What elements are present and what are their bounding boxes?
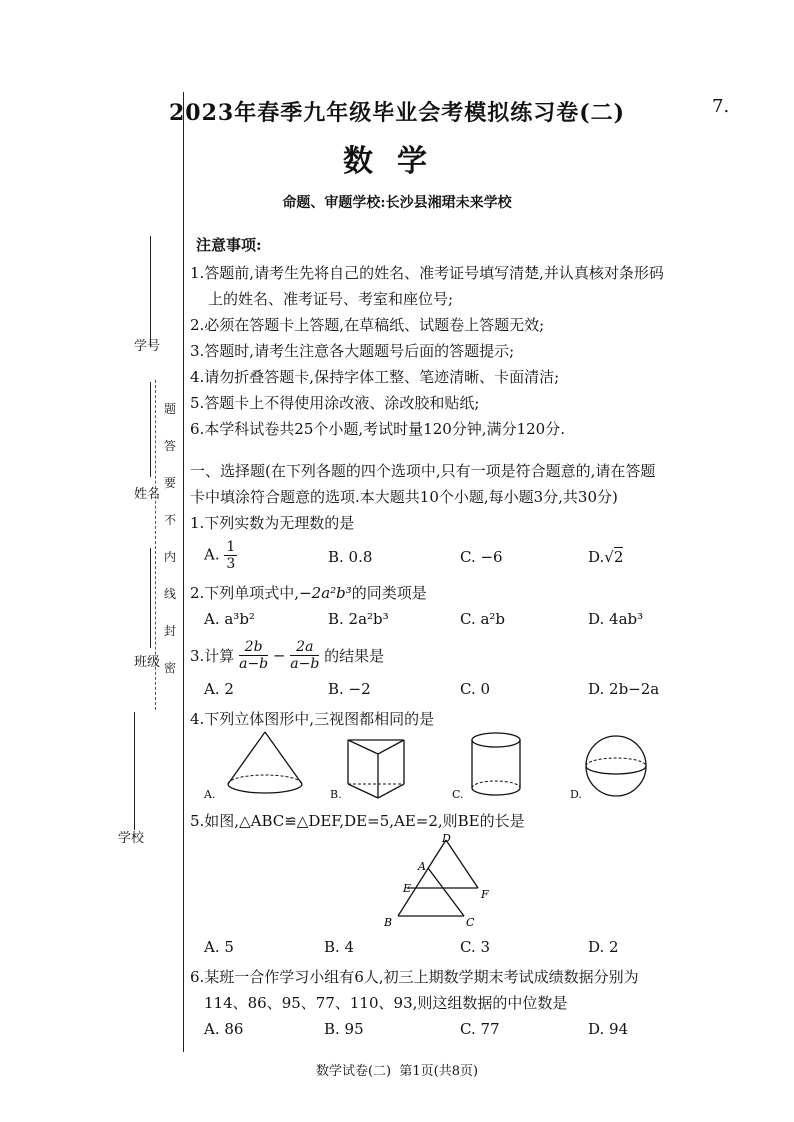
field-line-name: [150, 382, 151, 477]
q3-option-c: C. 0: [460, 680, 491, 698]
seal-char: 题: [163, 402, 176, 416]
question-4-stem: 4.下列立体图形中,三视图都相同的是: [190, 710, 435, 728]
point-label-e: E: [403, 882, 412, 895]
seal-char: 线: [163, 587, 176, 601]
q5-option-a: A. 5: [204, 938, 234, 956]
notice-item: 5.答题卡上不得使用涂改液、涂改胶和贴纸;: [190, 394, 480, 412]
notice-item: 上的姓名、准考证号、考室和座位号;: [208, 290, 454, 308]
label-class: 班级: [134, 655, 161, 670]
seal-notice: [163, 400, 177, 676]
q6-option-c: C. 77: [460, 1020, 500, 1038]
q6-option-a: A. 86: [204, 1020, 244, 1038]
q5-option-d: D. 2: [588, 938, 619, 956]
q4-option-c: C.: [452, 730, 562, 802]
question-6-data: 114、86、95、77、110、93,则这组数据的中位数是: [204, 994, 568, 1012]
question-2-stem: 2.下列单项式中,−2a²b³的同类项是: [190, 584, 427, 602]
point-label-f: F: [481, 888, 489, 901]
question-3-stem: 3.计算 $\frac{2b}{a-b}$ − $\frac{2a}{a-b}$ 的结果是: [190, 639, 385, 672]
question-1-stem: 1.下列实数为无理数的是: [190, 514, 355, 532]
q2-option-a: A. a³b²: [204, 610, 255, 628]
cylinder-figure: [466, 730, 546, 802]
q3-option-b: B. −2: [328, 680, 371, 698]
seal-char: 内: [163, 550, 176, 564]
seal-char: 封: [163, 624, 176, 638]
question-5-stem: 5.如图,△ABC≌△DEF,DE=5,AE=2,则BE的长是: [190, 812, 525, 830]
triangle-figure: [378, 832, 518, 932]
label-name: 姓名: [134, 487, 161, 502]
subject-title: 数学: [343, 144, 451, 179]
prism-figure: [344, 732, 434, 802]
q1-option-a: A. $\frac{1}{3}$: [204, 539, 236, 572]
q5-option-b: B. 4: [324, 938, 355, 956]
q2-option-d: D. 4ab³: [588, 610, 644, 628]
q6-option-d: D. 94: [588, 1020, 629, 1038]
q4-option-b: B.: [330, 730, 440, 802]
field-line-school: [134, 712, 135, 830]
seal-char: 密: [163, 661, 176, 675]
page-footer: 数学试卷(二) 第1页(共8页): [315, 1064, 479, 1079]
q3-option-a: A. 2: [204, 680, 234, 698]
q2-option-b: B. 2a²b³: [328, 610, 389, 628]
notice-item: 1.答题前,请考生先将自己的姓名、准考证号填写清楚,并认真核对条形码: [190, 264, 664, 282]
point-label-b: B: [384, 916, 393, 929]
corner-mark: 7.: [712, 96, 730, 117]
label-school: 学校: [118, 831, 145, 846]
q4-option-a: A.: [204, 730, 314, 802]
cone-figure: [220, 730, 310, 800]
sqrt-sign: √: [604, 548, 614, 566]
notice-heading: 注意事项:: [196, 236, 262, 254]
notice-item: 4.请勿折叠答题卡,保持字体工整、笔迹清晰、卡面清洁;: [190, 368, 560, 386]
seal-char: 要: [163, 476, 176, 490]
q2-option-c: C. a²b: [460, 610, 506, 628]
sphere-figure: [582, 730, 662, 802]
q1-option-d: D.√2: [588, 548, 624, 566]
field-line-student-id: [150, 236, 151, 346]
seal-char: 答: [163, 439, 176, 453]
section-instructions: 卡中填涂符合题意的选项.本大题共10个小题,每小题3分,共30分): [190, 488, 618, 506]
exam-title: 2023年春季九年级毕业会考模拟练习卷(二): [168, 100, 626, 126]
notice-item: 6.本学科试卷共25个小题,考试时量120分钟,满分120分.: [190, 420, 565, 438]
notice-item: 3.答题时,请考生注意各大题题号后面的答题提示;: [190, 342, 515, 360]
section-heading: 一、选择题(在下列各题的四个选项中,只有一项是符合题意的,请在答题: [190, 462, 656, 480]
field-line-class: [150, 548, 151, 648]
point-label-d: D: [442, 832, 451, 845]
q3-option-d: D. 2b−2a: [588, 680, 660, 698]
seal-char: 不: [163, 513, 176, 527]
question-6-stem: 6.某班一合作学习小组有6人,初三上期数学期末考试成绩数据分别为: [190, 968, 639, 986]
point-label-c: C: [466, 916, 475, 929]
q1-option-c: C. −6: [460, 548, 503, 566]
label-student-id: 学号: [134, 339, 161, 354]
point-label-a: A: [418, 860, 426, 873]
q6-option-b: B. 95: [324, 1020, 364, 1038]
author-line: 命题、审题学校:长沙县湘珺未来学校: [282, 195, 512, 211]
q4-option-d: D.: [570, 730, 680, 802]
q1-option-b: B. 0.8: [328, 548, 373, 566]
binding-line-solid: [183, 92, 184, 1052]
q5-option-c: C. 3: [460, 938, 491, 956]
notice-item: 2.必须在答题卡上答题,在草稿纸、试题卷上答题无效;: [190, 316, 545, 334]
